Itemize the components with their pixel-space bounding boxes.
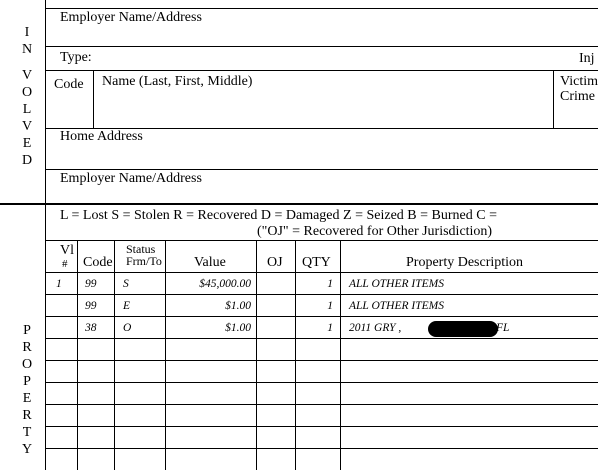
rule: [45, 448, 598, 449]
side-letter: R: [22, 408, 32, 423]
side-letter: N: [21, 42, 33, 57]
header-code: Code: [83, 255, 113, 270]
rule: [45, 240, 598, 241]
side-letter: V: [21, 68, 33, 83]
row-description: ALL OTHER ITEMS: [349, 300, 444, 312]
row-code: 38: [85, 322, 97, 334]
rule: [295, 240, 296, 470]
header-vl: Vl: [60, 243, 74, 258]
row-value: $1.00: [225, 322, 251, 334]
header-vl-number: #: [62, 258, 68, 270]
code-label: Code: [54, 77, 84, 92]
header-status-from-to: Frm/To: [126, 255, 162, 268]
name-label: Name (Last, First, Middle): [102, 74, 253, 89]
rule: [45, 426, 598, 427]
rule: [340, 240, 341, 470]
rule: [45, 70, 598, 71]
oj-legend: ("OJ" = Recovered for Other Jurisdiction): [257, 224, 493, 239]
side-letter: I: [24, 25, 30, 40]
victim-label: Victim: [560, 74, 598, 89]
rule: [45, 338, 598, 339]
header-description: Property Description: [406, 255, 524, 270]
header-value: Value: [194, 255, 226, 270]
rule: [256, 240, 257, 470]
side-letter: V: [21, 119, 33, 134]
rule: [553, 70, 554, 128]
rule: [45, 360, 598, 361]
row-qty: 1: [327, 278, 333, 290]
row-qty: 1: [327, 300, 333, 312]
rule: [114, 240, 115, 470]
rule: [45, 404, 598, 405]
side-letter: O: [21, 85, 33, 100]
row-code: 99: [85, 278, 97, 290]
row-qty: 1: [327, 322, 333, 334]
row-vl: 1: [56, 278, 62, 290]
type-label: Type:: [60, 50, 92, 65]
side-letter: O: [21, 357, 33, 372]
section-divider: [0, 203, 598, 205]
status-legend: L = Lost S = Stolen R = Recovered D = Damaged Z = Seized B = Burned C =: [60, 208, 497, 223]
row-status: O: [123, 322, 132, 334]
employer-label: Employer Name/Address: [60, 171, 202, 186]
row-description-suffix: FL: [496, 322, 510, 334]
injury-label: Inj: [579, 51, 595, 66]
rule: [45, 169, 598, 170]
rule: [45, 8, 598, 9]
side-letter: P: [23, 323, 31, 338]
crime-label: Crime: [560, 89, 595, 104]
rule: [45, 382, 598, 383]
header-status: Status: [126, 242, 156, 256]
home-address-label: Home Address: [60, 129, 143, 144]
side-letter: P: [23, 374, 31, 389]
header-qty: QTY: [302, 255, 331, 270]
side-letter: R: [22, 340, 32, 355]
rule: [93, 70, 94, 128]
row-status: E: [123, 300, 131, 312]
side-letter: T: [22, 425, 32, 440]
rule: [165, 240, 166, 470]
redaction-mark: [428, 321, 498, 337]
rule: [45, 294, 598, 295]
rule: [45, 272, 598, 273]
side-letter: E: [22, 136, 32, 151]
row-description: 2011 GRY ,: [349, 322, 402, 334]
row-code: 99: [85, 300, 97, 312]
header-oj: OJ: [267, 255, 283, 270]
row-status: S: [123, 278, 129, 290]
rule: [77, 240, 78, 470]
rule: [45, 46, 598, 47]
row-value: $1.00: [225, 300, 251, 312]
side-letter: D: [21, 153, 33, 168]
side-letter: L: [22, 102, 32, 117]
rule: [45, 316, 598, 317]
row-value: $45,000.00: [199, 278, 251, 290]
side-letter: E: [22, 391, 32, 406]
row-description: ALL OTHER ITEMS: [349, 278, 444, 290]
employer-label: Employer Name/Address: [60, 10, 202, 25]
side-letter: Y: [21, 442, 33, 457]
